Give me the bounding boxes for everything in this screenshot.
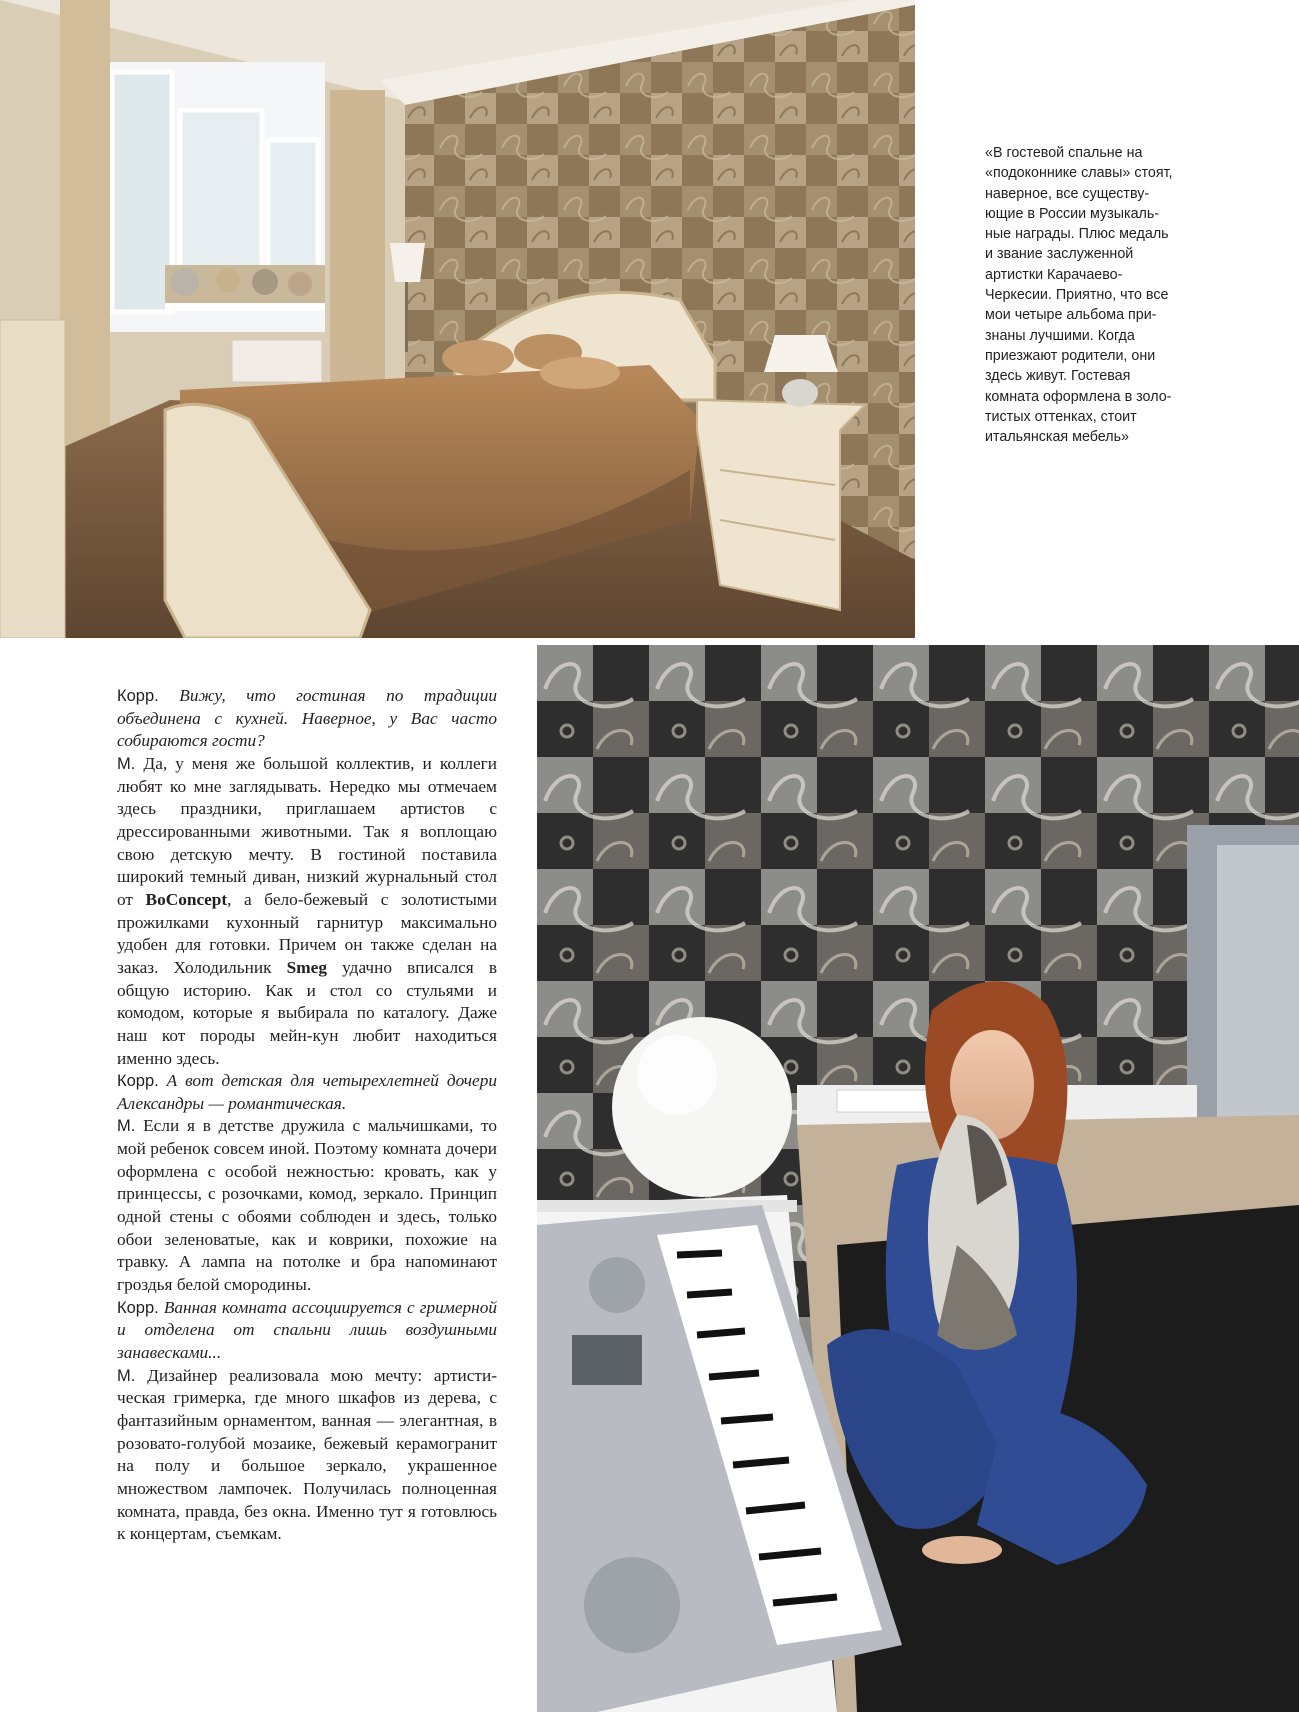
brand-name-smeg: Smeg xyxy=(286,957,327,977)
speaker-label: М. xyxy=(117,754,136,773)
interview-answer xyxy=(117,1365,497,1546)
brand-name-boconcept: BoConcept xyxy=(145,889,228,909)
answer-text: Если я в детстве дружила с мальчишками, то мой ребенок совсем иной. Поэтому комната дочери оформлена с особой нежностью: кровать, как у принцессы, с розочками, комод, зеркало. Принцип одной стены с обоями соблюден и здесь, только обои зеленоватые, как и коврики, похожие на травку. А лампа на потолке и бра напоминают гроздья белой смородины. xyxy=(117,1116,497,1295)
photo-caption: «В гостевой спальне на «подоконнике славы» стоят, наверное, все существу- ющие в России музыкаль- ные награды. Плюс медаль и звание заслуженной артистки Карачаево- Черкесии. Приятно, что все мои четыре альбома при- знаны лучшими. Когда приезжают родители, они здесь живут. Гостевая комната оформлена в золо- тистых оттенках, стоит итальянская мебель» xyxy=(985,145,1173,446)
answer-text: Да, у меня же большой коллектив, и коллеги любят ко мне заглядывать. Нередко мы отмечаем здесь праздники, приглашаем артистов с дрессированными животными. Так я воплощаю свою детскую мечту. В гостиной поставила широкий темный диван, низкий журнальный стол от xyxy=(117,753,498,909)
speaker-label: М. xyxy=(117,1117,136,1136)
interview-question xyxy=(117,1070,497,1115)
speaker-label: М. xyxy=(117,1366,136,1385)
interview-answer xyxy=(117,1115,497,1296)
interview-question xyxy=(117,1297,497,1365)
speaker-label: Корр. xyxy=(117,1072,159,1091)
interview-column xyxy=(117,685,497,1546)
question-text: Вижу, что гостиная по традиции объединена с кухней. Наверное, у Вас часто собираются гости? xyxy=(117,686,497,751)
answer-text: удачно вписался в общую историю. Как и стол со стульями и комодом, которые я выбирала по каталогу. Даже наш кот породы мейн-кун любит находиться именно здесь. xyxy=(117,957,497,1068)
answer-text: Дизайнер реализовала мою мечту: артистическая гримерка, где много шкафов из дерева, с фантазийным орнаментом, ванная — элегантная, в розовато-голубой мозаике, бежевый керамогранит на полу и большое зеркало, украшенное множеством лампочек. Получилась полноценная комната, правда, без окна. Именно тут я готовлюсь к концертам, съемкам. xyxy=(117,1365,497,1544)
keyboard-and-cat-photo xyxy=(537,645,1299,1712)
answer-text: , а бело-бежевый с золотистыми прожилками кухонный гарнитур максимально удобен для готовки. Причем он также сделан на заказ. Холодильник xyxy=(117,889,497,977)
speaker-label: Корр. xyxy=(117,687,159,705)
interview-answer xyxy=(117,753,497,1070)
question-text: Ванная комната ассоциируется с гримерной и отделена от спальни лишь воздушными занавесками... xyxy=(117,1297,497,1363)
question-text: А вот детская для четырехлетней дочери Александры — романтическая. xyxy=(117,1071,497,1113)
speaker-label: Корр. xyxy=(117,1298,159,1317)
interview-question xyxy=(117,685,497,753)
guest-bedroom-photo xyxy=(0,0,915,638)
